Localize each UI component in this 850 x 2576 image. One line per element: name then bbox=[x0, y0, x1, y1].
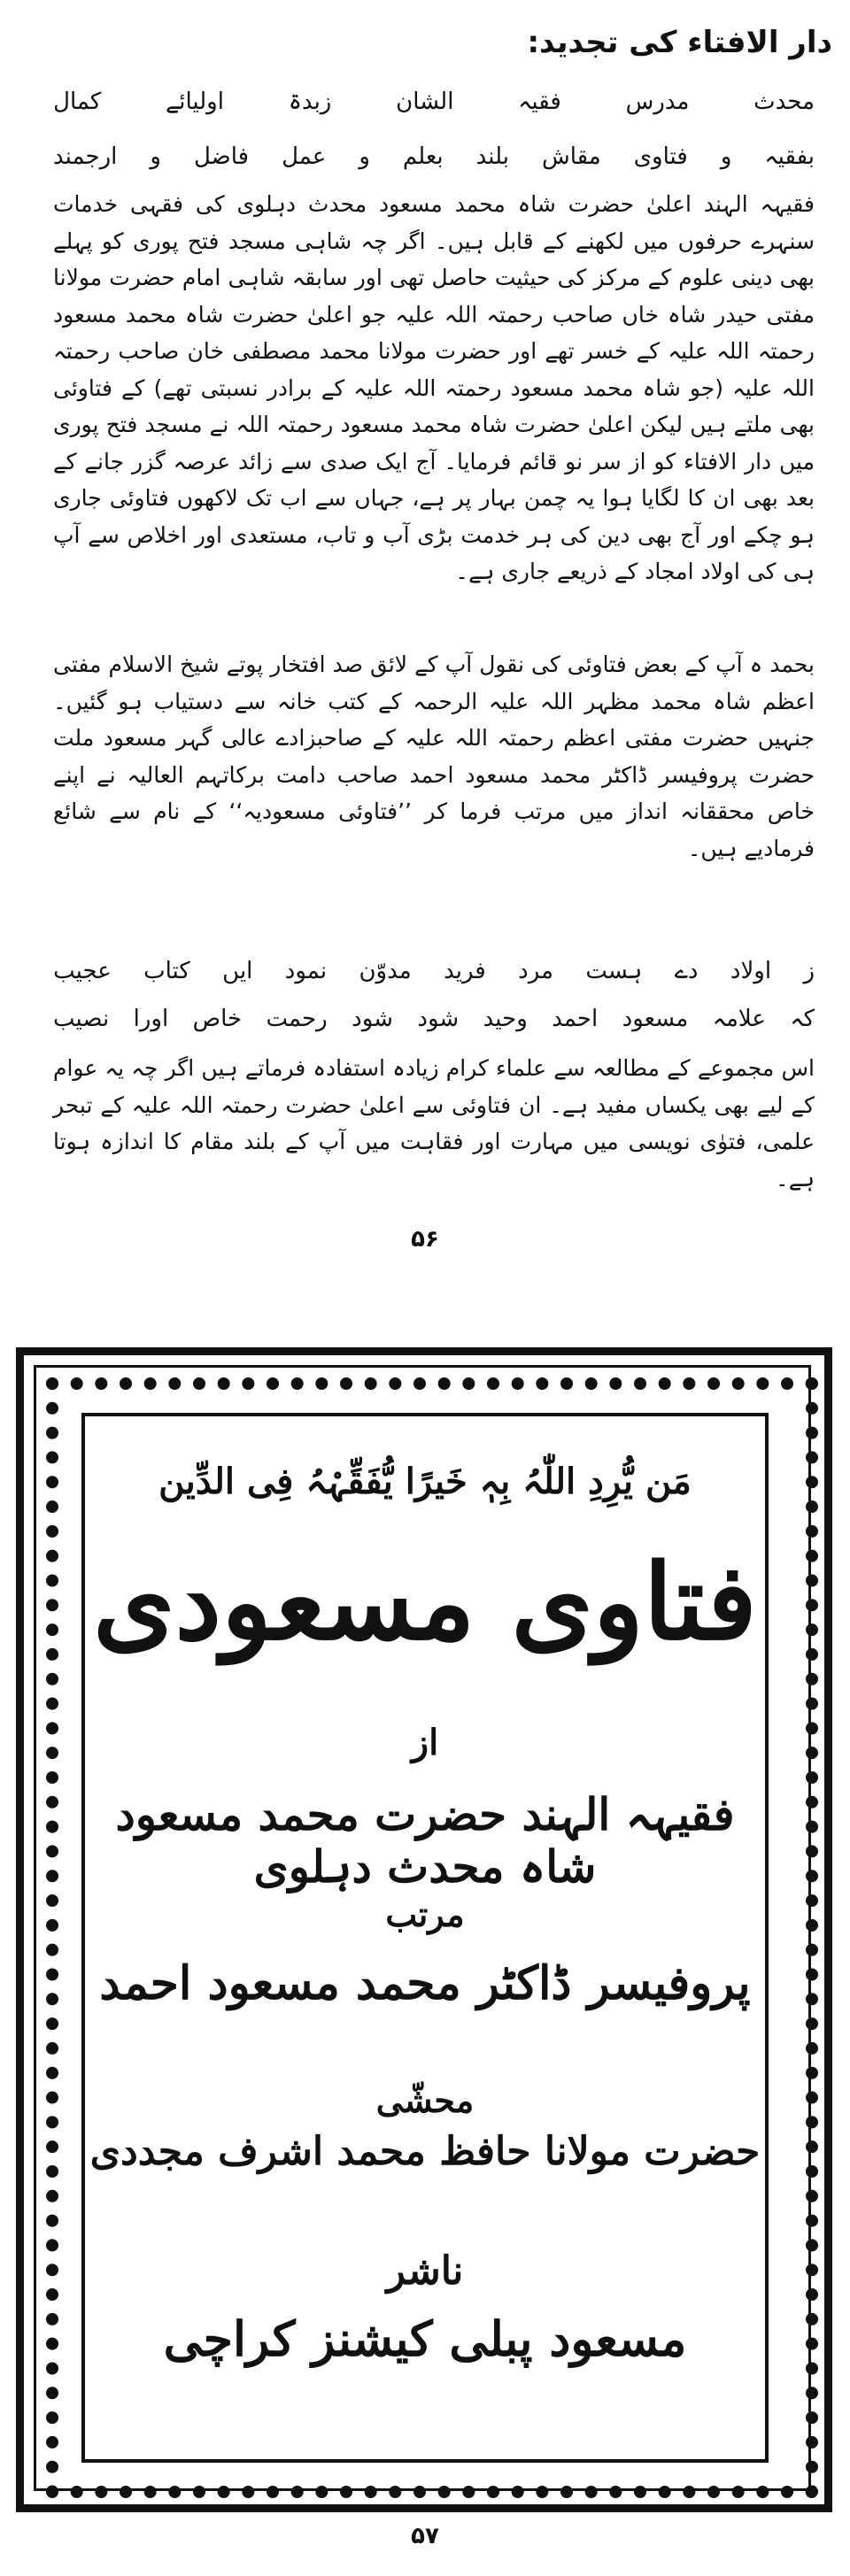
section-heading: دار الافتاء کی تجدید: bbox=[527, 25, 832, 60]
verse-word: رحمت bbox=[266, 1006, 328, 1032]
verse-word: شود bbox=[417, 1006, 460, 1032]
paragraph-1: فقیہہ الہند اعلیٰ حضرت شاہ محمد مسعود محدث دہلوی کی فقہی خدمات سنہرے حرفوں میں لکھنے کے قابل ہیں۔ اگر چہ شاہی مسجد فتح پوری کو پہلے بھی دینی علوم کے مرکز کی حیثیت حاصل تھی اور سابقہ شاہی امام حضرت مولانا مفتی حیدر شاہ خاں صاحب رحمتہ اللہ علیہ جو اعلیٰ حضرت شاہ محمد مسعود رحمتہ اللہ علیہ کے خسر تھے اور حضرت مولانا محمد مصطفی خان صاحب رحمتہ اللہ علیہ (جو شاہ محمد مسعود رحمتہ اللہ علیہ کے برادر نسبتی تھے) کے فتاوئی بھی ملتے ہیں لیکن اعلیٰ حضرت شاہ محمد مسعود رحمتہ اللہ نے مسجد فتح پوری میں دار الافتاء کو از سر نو قائم فرمایا۔ آج ایک صدی سے زائد عرصہ گزر جانے کے بعد بھی ان کا لگایا ہوا یہ چمن بہار پر ہے، جہاں سے اب تک لاکھوں فتاوئی جاری ہو چکے اور آج بھی دین کی ہر خدمت بڑی آب و تاب، مستعدی اور اخلاص سے آپ ہی کی اولاد امجاد کے ذریعے جاری ہے۔ bbox=[53, 191, 815, 584]
verse-word: مسعود bbox=[622, 1006, 689, 1032]
publisher-label: ناشر bbox=[386, 2248, 464, 2294]
verse-word: کتاب bbox=[143, 958, 190, 984]
page-number: ۵۷ bbox=[411, 2523, 439, 2549]
verse-word: اورا bbox=[133, 1006, 169, 1032]
verse-word: بفقیہ bbox=[764, 143, 815, 170]
verse-word: کمال bbox=[53, 89, 102, 115]
verse-word: ایں bbox=[222, 958, 253, 984]
from-label: از bbox=[411, 1722, 439, 1763]
verse-word: فرید bbox=[444, 958, 486, 984]
verse-word: مقاش bbox=[541, 143, 601, 170]
verse-word: وحید bbox=[483, 1006, 528, 1032]
verse-word: و bbox=[720, 143, 732, 170]
verse-word: فقیہ bbox=[518, 89, 561, 115]
annotator-name: حضرت مولانا حافظ محمد اشرف مجددی bbox=[89, 2129, 761, 2174]
verse-word: عجیب bbox=[53, 958, 112, 984]
verse-word: کہ bbox=[790, 1006, 815, 1032]
verse-word: اولیائے bbox=[166, 89, 224, 115]
verse-word: مدوّن bbox=[359, 958, 412, 984]
hadith-line: مَن یُّرِدِ اللّٰہُ بِہٖ خَیرًا یُّفَقِّہْہُ فِی الدِّین bbox=[158, 1461, 692, 1502]
persian-verse-2 bbox=[53, 143, 815, 170]
verse-word: دے bbox=[674, 958, 699, 984]
verse-word: شود bbox=[352, 1006, 393, 1032]
compiled-by-label: مرتب bbox=[385, 1894, 465, 1934]
verse-word: نصیب bbox=[53, 1006, 110, 1032]
verse-word: ز bbox=[803, 958, 815, 984]
verse-word: و bbox=[359, 143, 370, 170]
persian-verse-4 bbox=[53, 1006, 815, 1032]
verse-word: مدرس bbox=[625, 89, 690, 115]
verse-word: بعلم bbox=[402, 143, 444, 170]
verse-word: الشان bbox=[396, 89, 454, 115]
book-title: فتاوی مسعودی bbox=[93, 1540, 757, 1663]
verse-word: و bbox=[150, 143, 161, 170]
verse-word: اولاد bbox=[730, 958, 772, 984]
paragraph-3: اس مجموعے کے مطالعہ سے علماء کرام زیادہ استفادہ فرماتے ہیں اگر چہ یہ عوام کے لیے بھی یکساں مفید ہے۔ ان فتاوئی سے اعلیٰ حضرت رحمتہ اللہ علیہ کے تبحر علمی، فتوٰی نویسی میں مہارت اور فقاہت میں آپ کے بلند مقام کا اندازہ ہوتا ہے۔ bbox=[53, 1055, 815, 1192]
verse-word: نمود bbox=[284, 958, 328, 984]
verse-word: علامہ bbox=[712, 1006, 766, 1032]
verse-word: ہست bbox=[585, 958, 643, 984]
verse-word: زبدۃ bbox=[288, 89, 332, 115]
verse-word: فتاوی bbox=[633, 143, 688, 170]
persian-verse-1 bbox=[53, 89, 815, 115]
verse-word: فاضل bbox=[193, 143, 250, 170]
author-line: فقیہہ الہند حضرت محمد مسعود شاہ محدث دہلوی bbox=[115, 1788, 735, 1893]
persian-verse-3 bbox=[53, 958, 815, 984]
verse-word: خاص bbox=[192, 1006, 243, 1032]
page-57-title-page bbox=[0, 1328, 850, 2576]
paragraph-2: بحمد ہ آپ کے بعض فتاوئی کی نقول آپ کے لائق صد افتخار پوتے شیخ الاسلام مفتی اعظم شاہ محمد مظہر اللہ علیہ الرحمہ کے کتب خانہ سے دستیاب ہو گئیں۔ جنہیں حضرت مفتی اعظم رحمتہ اللہ علیہ کے صاحبزادے عالی گہر مسعود ملت حضرت پروفیسر ڈاکٹر محمد مسعود احمد صاحب دامت برکاتہم العالیہ نے اپنے خاص محققانہ انداز میں مرتب فرما کر ’’فتاوئی مسعودیہ‘‘ کے نام سے شائع فرمادیے ہیں۔ bbox=[53, 652, 815, 861]
annotator-label: محشّی bbox=[375, 2080, 475, 2120]
verse-word: مرد bbox=[518, 958, 553, 984]
page-number: ۵۶ bbox=[411, 1226, 439, 1253]
publisher-name: مسعود پبلی کیشنز کراچی bbox=[163, 2310, 687, 2367]
verse-word: احمد bbox=[552, 1006, 599, 1032]
verse-word: عمل bbox=[282, 143, 327, 170]
verse-word: محدث bbox=[753, 89, 815, 115]
verse-word: ارجمند bbox=[53, 143, 118, 170]
compiler-name: پروفیسر ڈاکٹر محمد مسعود احمد bbox=[99, 1956, 751, 2010]
verse-word: بلند bbox=[475, 143, 509, 170]
